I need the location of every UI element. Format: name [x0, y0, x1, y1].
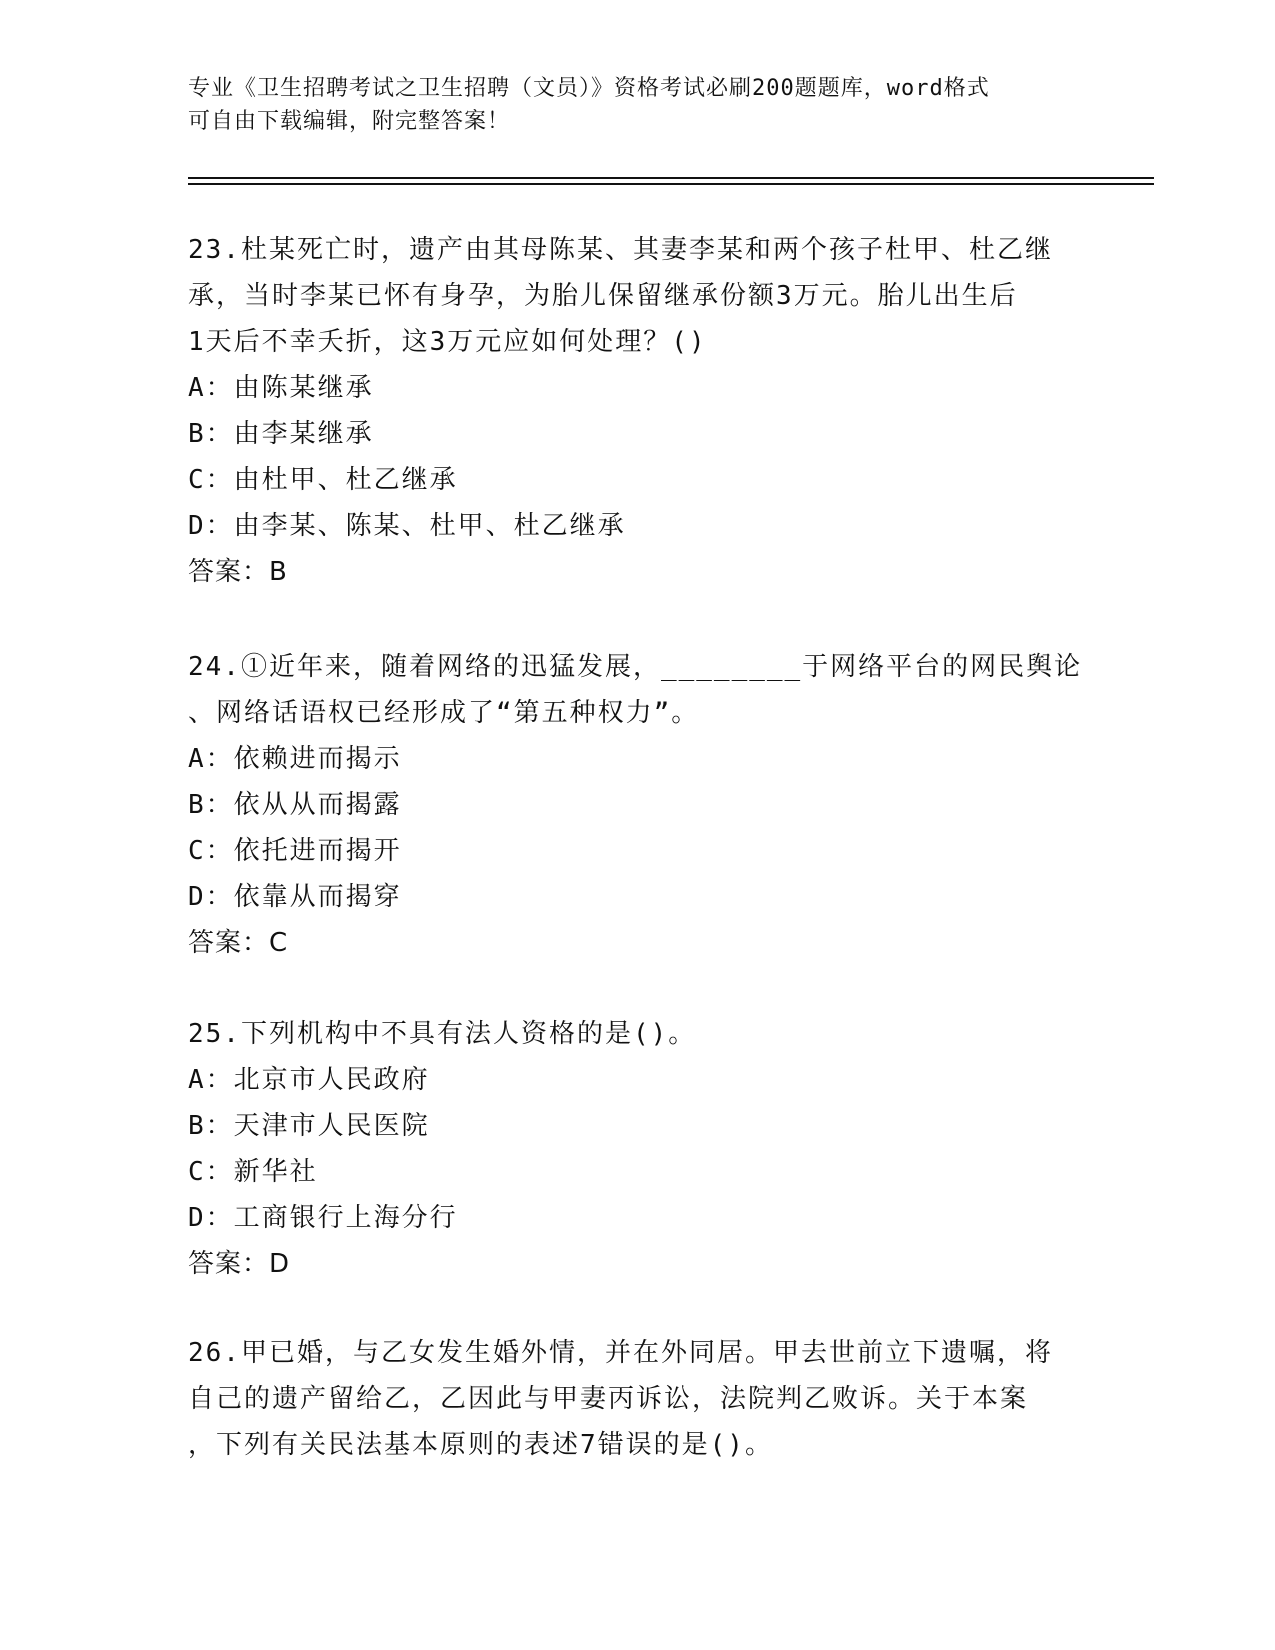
answer: 答案：B [188, 557, 288, 587]
question-23 [188, 227, 1088, 595]
option-c: C：新华社 [188, 1157, 318, 1187]
header-divider-top [188, 177, 1154, 179]
question-stem-line: 1天后不幸夭折，这3万元应如何处理？() [188, 327, 707, 357]
option-b: B：依从从而揭露 [188, 790, 402, 820]
option-c: C：由杜甲、杜乙继承 [188, 465, 458, 495]
answer: 答案：C [188, 928, 289, 958]
option-a: A：北京市人民政府 [188, 1065, 430, 1095]
header-line-2: 可自由下载编辑，附完整答案！ [188, 109, 511, 134]
option-c: C：依托进而揭开 [188, 836, 402, 866]
option-b: B：由李某继承 [188, 419, 374, 449]
header-divider-bottom [188, 183, 1154, 185]
question-stem-line: 、网络话语权已经形成了“第五种权力”。 [188, 698, 700, 728]
option-a: A：依赖进而揭示 [188, 744, 402, 774]
question-stem-line: 25.下列机构中不具有法人资格的是()。 [188, 1019, 697, 1049]
question-stem-line: ，下列有关民法基本原则的表述7错误的是()。 [188, 1430, 773, 1460]
option-d: D：工商银行上海分行 [188, 1203, 458, 1233]
question-stem-line: 24.①近年来，随着网络的迅猛发展，________于网络平台的网民舆论 [188, 652, 1083, 682]
question-stem-line: 承，当时李某已怀有身孕，为胎儿保留继承份额3万元。胎儿出生后 [188, 281, 1018, 311]
document-header [188, 72, 1088, 138]
option-b: B：天津市人民医院 [188, 1111, 430, 1141]
question-24 [188, 644, 1088, 966]
option-d: D：由李某、陈某、杜甲、杜乙继承 [188, 511, 626, 541]
question-stem-line: 23.杜某死亡时，遗产由其母陈某、其妻李某和两个孩子杜甲、杜乙继 [188, 235, 1053, 265]
option-d: D：依靠从而揭穿 [188, 882, 402, 912]
question-25 [188, 1011, 1088, 1287]
header-line-1: 专业《卫生招聘考试之卫生招聘（文员）》资格考试必刷200题题库，word格式 [188, 76, 990, 101]
question-26 [188, 1330, 1088, 1468]
answer: 答案：D [188, 1249, 291, 1279]
option-a: A：由陈某继承 [188, 373, 374, 403]
question-stem-line: 26.甲已婚，与乙女发生婚外情，并在外同居。甲去世前立下遗嘱，将 [188, 1338, 1053, 1368]
question-stem-line: 自己的遗产留给乙，乙因此与甲妻丙诉讼，法院判乙败诉。关于本案 [188, 1384, 1029, 1414]
